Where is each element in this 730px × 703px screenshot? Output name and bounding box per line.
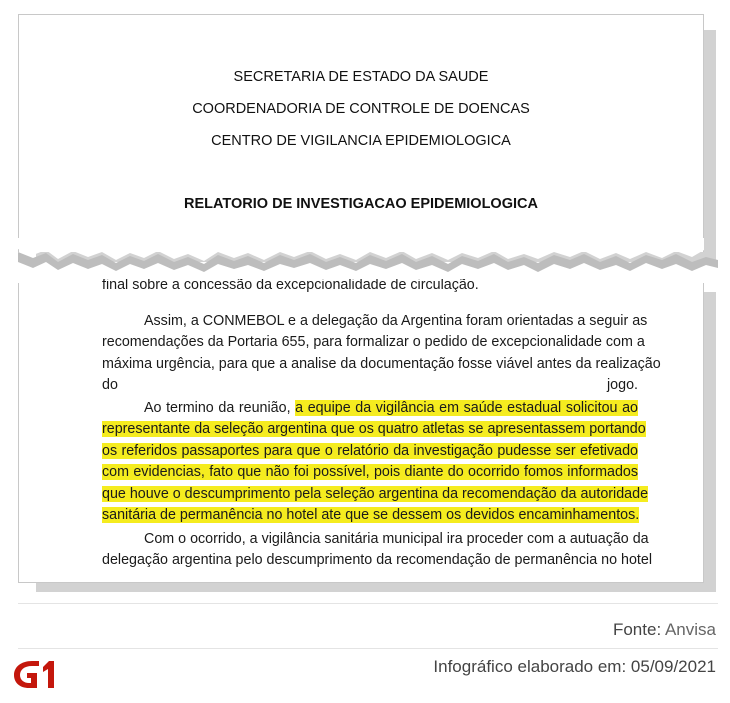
source-credit (613, 620, 716, 640)
paragraph-highlighted (102, 398, 649, 526)
paragraph-ocorrido (102, 529, 653, 572)
paragraph-conmebol (102, 311, 661, 397)
highlighted-text: com evidencias, fato que não foi possível, pois diante do ocorrido fomos informados (102, 464, 638, 481)
source-label: Fonte: (612, 620, 662, 639)
highlighted-text: representante da seleção argentina que os quatro atletas se apresentassem portando (102, 421, 646, 438)
highlighted-text: que houve o descumprimento pela seleção argentina da recomendação da autoridade (102, 485, 649, 502)
header-centro: CENTRO DE VIGILANCIA EPIDEMIOLOGICA (211, 133, 511, 149)
torn-edge (18, 238, 718, 278)
header-secretaria: SECRETARIA DE ESTADO DA SAUDE (233, 69, 489, 85)
highlighted-text: os referidos passaportes para que o relatório da investigação pudesse ser efetivado (102, 442, 638, 459)
header-coordenadoria: COORDENADORIA DE CONTROLE DE DOENCAS (192, 101, 530, 117)
cut-line: final sobre a concessão da excepcionalidade de circulação. (102, 279, 479, 293)
divider (18, 603, 718, 604)
text-line: delegação argentina pelo descumprimento da recomendação de permanência no hotel (102, 552, 653, 569)
highlighted-text: a equipe da vigilância em saúde estadual solicitou ao (295, 400, 638, 416)
g1-logo-icon (12, 659, 58, 689)
text-line: recomendações da Portaria 655, para formalizar o pedido de excepcionalidade com a (102, 334, 645, 351)
text-line: do jogo. (102, 377, 638, 394)
highlighted-text: sanitária de permanência no hotel ate que se dessem os devidos encaminhamentos. (102, 507, 640, 524)
source-value: Anvisa (664, 620, 716, 639)
text-line: Assim, a CONMEBOL e a delegação da Argentina foram orientadas a seguir as (144, 313, 648, 329)
divider (18, 648, 718, 649)
text-line: Com o ocorrido, a vigilância sanitária municipal ira proceder com a autuação da (144, 531, 649, 547)
infographic-credit: Infográfico elaborado em: 05/09/2021 (433, 657, 716, 676)
text-line: máxima urgência, para que a analise da documentação fosse viável antes da realização (102, 355, 661, 372)
text-lead: Ao termino da reunião, (144, 400, 291, 416)
report-title: RELATORIO DE INVESTIGACAO EPIDEMIOLOGICA (184, 196, 538, 212)
